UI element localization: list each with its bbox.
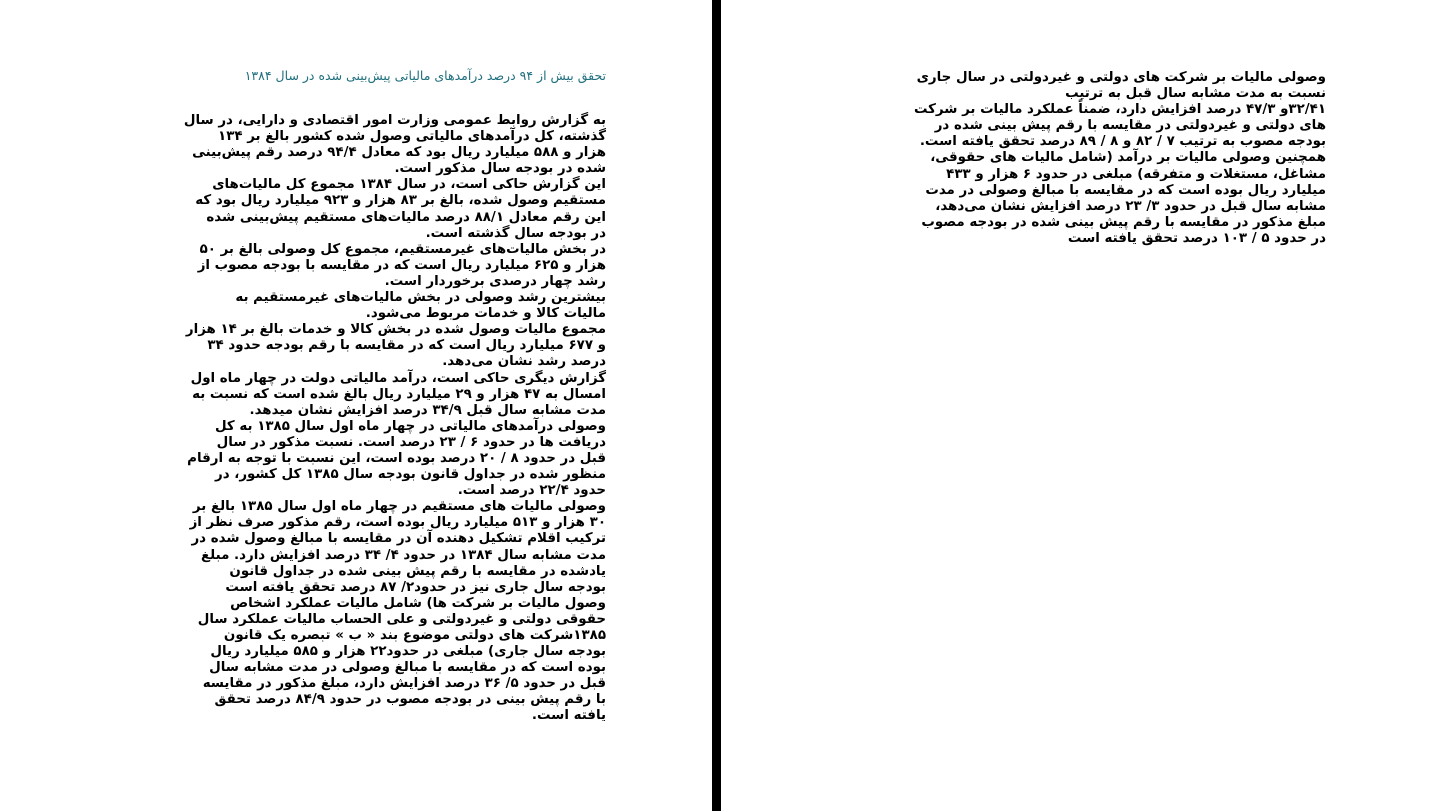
text-line: مستقیم وصول شده، بالغ بر ۸۳ هزار و ۹۲۳ میلیارد ریال بود که — [195, 193, 606, 209]
text-line: قبل در حدود ۵/ ۳۶ درصد افزایش دارد، مبلغ مذکور در مقایسه — [202, 676, 606, 692]
text-line: بودجه سال جاری) مبلغی در حدود۲۲ هزار و ۵۸۵ میلیارد ریال — [210, 644, 606, 660]
text-line: درصد رشد نشان می‌دهد. — [442, 354, 606, 370]
text-line: حدود ۲۲/۴ درصد است. — [457, 483, 606, 499]
right-page — [721, 0, 1434, 811]
text-line: و ۶۷۷ میلیارد ریال است که در مقایسه با رقم بودجه حدود ۳۴ — [207, 338, 606, 354]
right-page-body — [831, 70, 1326, 247]
text-line: میلیارد ریال بوده است که در مقایسه با مبالغ وصولی در مدت — [925, 182, 1326, 198]
text-line: مالیات کالا و خدمات مربوط می‌شود. — [365, 306, 606, 322]
text-line: وصول مالیات بر شرکت ها) شامل مالیات عملکرد اشخاص — [230, 595, 606, 611]
text-line: هزار و ۶۲۵ میلیارد ریال است که در مقایسه با بودجه مصوب از — [197, 257, 606, 273]
text-line: ۳۲/۴۱و ۴۷/۳ درصد افزایش دارد، ضمناً عملکرد مالیات بر شرکت — [913, 102, 1326, 118]
text-line: هزار و ۵۸۸ میلیارد ریال بود که معادل ۹۴/۴ درصد رقم پیش‌بینی — [192, 145, 606, 161]
text-line: مدت مشابه سال قبل ۳۴/۹ درصد افزایش نشان میدهد. — [249, 402, 606, 418]
article-title: تحقق بیش از ۹۴ درصد درآمدهای مالیاتی پیش‌بینی شده در سال ۱۳۸۴ — [244, 68, 606, 83]
text-line: مدت مشابه سال ۱۳۸۴ در حدود ۴/ ۳۴ درصد افزایش دارد. مبلغ — [201, 547, 606, 563]
text-line: یافته است. — [531, 708, 606, 724]
text-line: ۱۳۸۵شرکت های دولتی موضوع بند « ب » تبصره یک قانون — [223, 628, 606, 643]
text-line: یادشده در مقایسه با رقم پیش بینی شده در جداول قانون — [229, 563, 606, 579]
text-line: گزارش دیگری حاکی است، درآمد مالیاتی دولت در چهار ماه اول — [190, 370, 606, 386]
text-line: گذشته، کل درآمدهای مالیاتی وصول شده کشور بالغ بر ۱۳۴ — [218, 129, 606, 145]
left-page — [0, 0, 712, 811]
text-line: به گزارش روابط عمومی وزارت امور اقتصادی و دارایی، در سال — [183, 113, 606, 128]
text-line: این رقم معادل ۸۸/۱ درصد مالیات‌های مستقیم پیش‌بینی شده — [206, 209, 606, 225]
text-line: همچنین وصولی مالیات بر درآمد (شامل مالیات های حقوقی، — [930, 150, 1326, 166]
text-line: وصولی مالیات های مستقیم در چهار ماه اول سال ۱۳۸۵ بالغ بر — [192, 499, 606, 515]
text-line: بیشترین رشد وصولی در بخش مالیات‌های غیرمستقیم به — [235, 290, 606, 306]
text-line: در حدود ۵ / ۱۰۳ درصد تحقق یافته است — [1067, 230, 1326, 246]
text-line: مبلغ مذکور در مقایسه با رقم پیش بینی شده در بودجه مصوب — [921, 214, 1326, 230]
text-line: این گزارش حاکی است، در سال ۱۳۸۴ مجموع کل مالیات‌های — [212, 177, 606, 193]
text-line: های دولتی و غیردولتی در مقایسه با رقم پیش بینی شده در — [934, 118, 1326, 134]
text-line: مشابه سال قبل در حدود ۳/ ۲۳ درصد افزایش نشان می‌دهد، — [935, 198, 1326, 214]
text-line: دریافت ها در حدود ۶ / ۲۳ درصد است. نسبت مذکور در سال — [216, 434, 606, 450]
text-line: وصولی درآمدهای مالیاتی در چهار ماه اول سال ۱۳۸۵ به کل — [214, 418, 606, 434]
text-line: رشد چهار درصدی برخوردار است. — [384, 273, 606, 289]
text-line: امسال به ۴۷ هزار و ۲۹ میلیارد ریال بالغ شده است که نسبت به — [192, 386, 606, 402]
text-line: قبل در حدود ۸ / ۲۰ درصد بوده است، این نسبت با توجه به ارقام — [187, 450, 606, 466]
text-line: شده در بودجه سال مذکور است. — [394, 161, 606, 177]
text-line: در بخش مالیات‌های غیرمستقیم، مجموع کل وصولی بالغ بر ۵۰ — [199, 241, 606, 257]
text-line: با رقم پیش بینی در بودجه مصوب در حدود ۸۴/۹ درصد تحقق — [214, 692, 606, 708]
text-line: حقوقی دولتی و غیردولتی و علی الحساب مالیات عملکرد سال — [197, 611, 606, 627]
page-divider — [712, 0, 721, 811]
text-line: بوده است که در مقایسه با مبالغ وصولی در مدت مشابه سال — [209, 660, 606, 676]
text-line: مشاغل، مستغلات و متفرقه) مبلغی در حدود ۶ هزار و ۴۳۳ — [946, 166, 1326, 182]
text-line: ۳۰ هزار و ۵۱۳ میلیارد ریال بوده است، رقم مذکور صرف نظر از — [189, 515, 606, 531]
left-page-body — [105, 113, 606, 725]
text-line: بودجه سال جاری نیز در حدود۲/ ۸۷ درصد تحقق یافته است — [225, 579, 606, 595]
text-line: منظور شده در جداول قانون بودجه سال ۱۳۸۵ کل کشور، در — [215, 467, 606, 483]
text-line: وصولی مالیات بر شرکت های دولتی و غیردولتی در سال جاری — [916, 70, 1326, 85]
text-line: نسبت به مدت مشابه سال قبل به ترتیب — [1065, 86, 1326, 102]
text-line: مجموع مالیات وصول شده در بخش کالا و خدمات بالغ بر ۱۴ هزار — [185, 322, 606, 338]
text-line: در بودجه سال گذشته است. — [425, 225, 606, 241]
text-line: ترکیب اقلام تشکیل دهنده آن در مقایسه با مبالغ وصول شده در — [191, 531, 606, 547]
text-line: بودجه مصوب به ترتیب ۷ / ۸۲ و ۸ / ۸۹ درصد تحقق یافته است. — [919, 134, 1326, 150]
